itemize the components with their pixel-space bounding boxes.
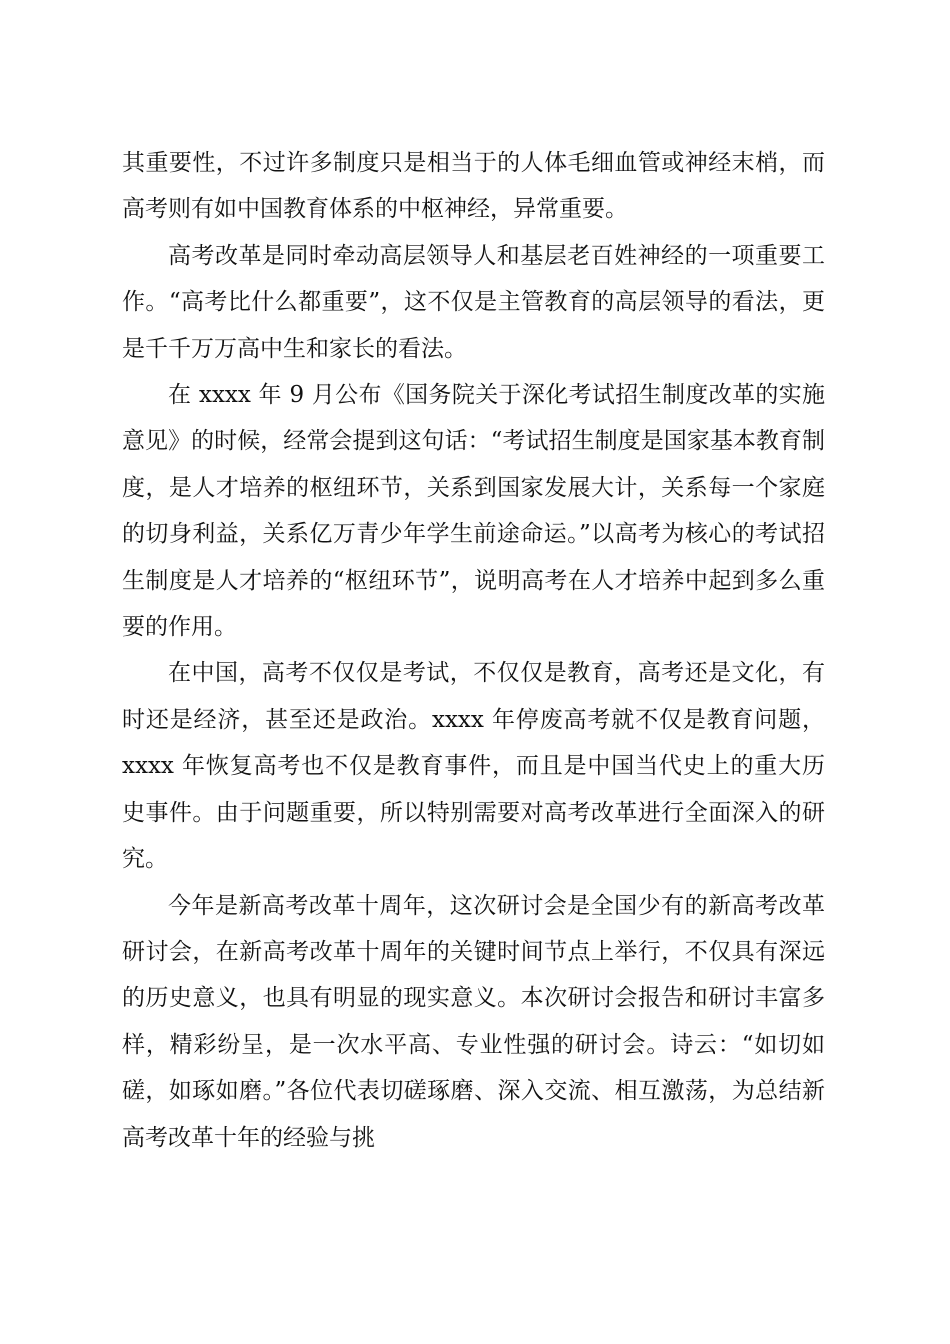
paragraph-tenth-anniversary-symposium: 今年是新高考改革十周年，这次研讨会是全国少有的新高考改革研讨会，在新高考改革十周年的关键时间节点上举行，不仅具有深远的历史意义，也具有明显的现实意义。本次研讨会报告和研讨丰富多样，精彩纷呈，是一次水平高、专业性强的研讨会。诗云：“如切如磋，如琢如磨。”各位代表切磋琢磨、深入交流、相互激荡，为总结新高考改革十年的经验与挑 (122, 892, 825, 1151)
paragraph-continued: 其重要性，不过许多制度只是相当于的人体毛细血管或神经末梢，而高考则有如中国教育体系的中枢神经，异常重要。 (122, 150, 825, 223)
paragraph-gaokao-in-china: 在中国，高考不仅仅是考试，不仅仅是教育，高考还是文化，有时还是经济，甚至还是政治。xxxx 年停废高考就不仅是教育问题，xxxx 年恢复高考也不仅是教育事件，而且是中国当代史上的重大历史事件。由于问题重要，所以特别需要对高考改革进行全面深入的研究。 (122, 660, 825, 873)
paragraph-gaokao-reform-importance: 高考改革是同时牵动高层领导人和基层老百姓神经的一项重要工作。“高考比什么都重要”，这不仅是主管教育的高层领导的看法，更是千千万万高中生和家长的看法。 (122, 242, 825, 362)
document-body (122, 140, 825, 1161)
paragraph-state-council-opinion: 在 xxxx 年 9 月公布《国务院关于深化考试招生制度改革的实施意见》的时候，经常会提到这句话：“考试招生制度是国家基本教育制度，是人才培养的枢纽环节，关系到国家发展大计，关系每一个家庭的切身利益，关系亿万青少年学生前途命运。”以高考为核心的考试招生制度是人才培养的“枢纽环节”，说明高考在人才培养中起到多么重要的作用。 (122, 382, 825, 641)
